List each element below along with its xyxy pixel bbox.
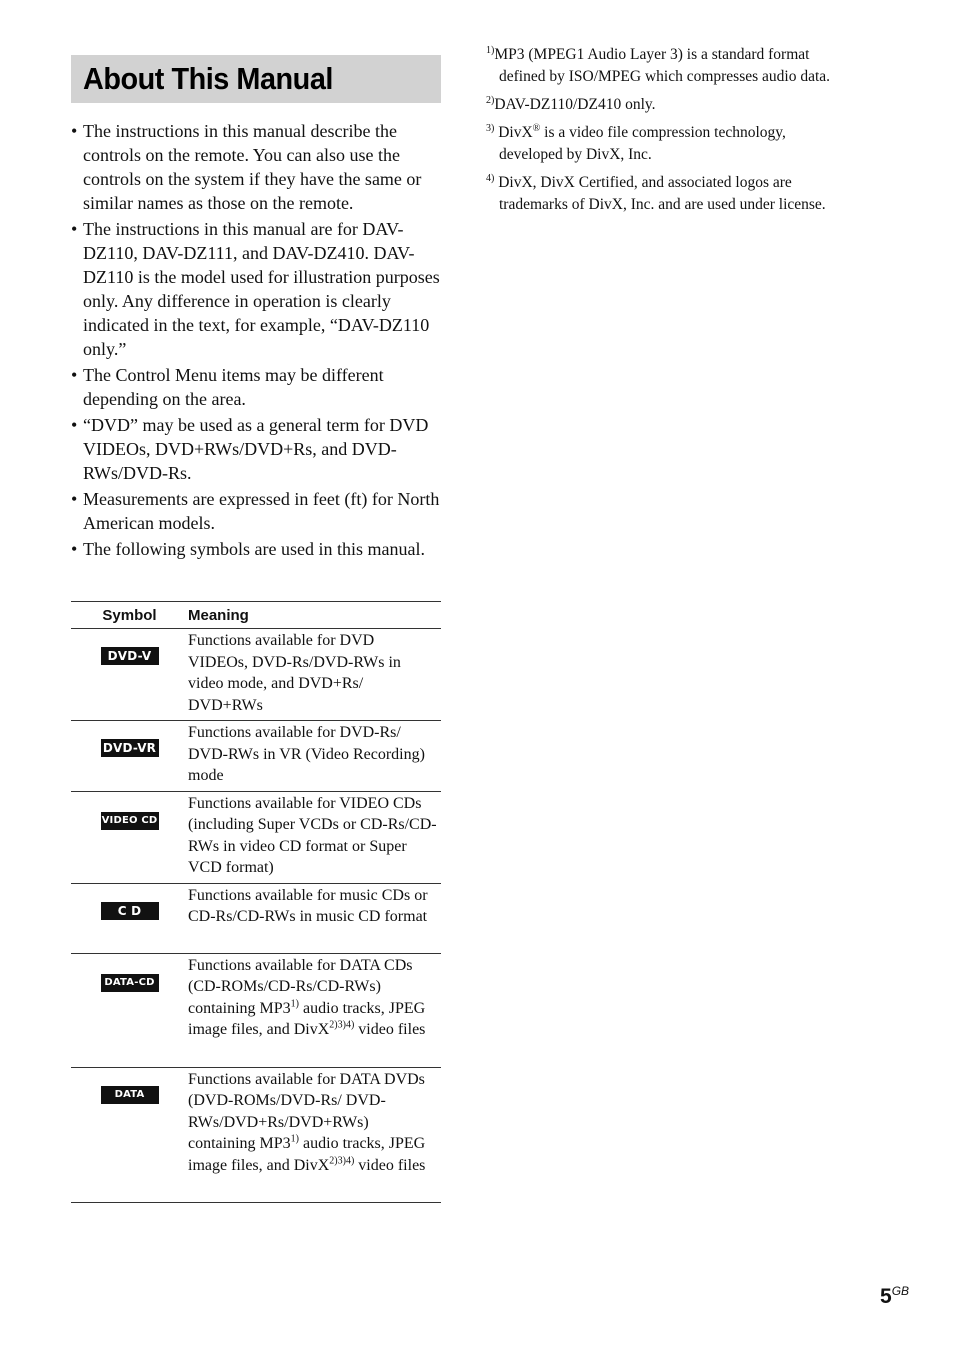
meaning-cell: Functions available for music CDs or CD-Rs/CD-RWs in music CD format	[188, 883, 441, 953]
video-cd-badge-icon: VIDEO CD	[101, 812, 159, 830]
list-item: • The instructions in this manual describe the controls on the remote. You can also use the controls on the system if they have the same or similar names as those on the remote.	[71, 121, 422, 213]
header-meaning: Meaning	[188, 602, 441, 629]
list-item: • The Control Menu items may be different depending on the area.	[71, 365, 384, 409]
list-item: • “DVD” may be used as a general term for DVD VIDEOs, DVD+RWs/DVD+Rs, and DVD-RWs/DVD-Rs.	[71, 415, 429, 483]
meaning-cell: Functions available for DATA CDs (CD-ROMs/CD-Rs/CD-RWs) containing MP3$^{1)}$ audio tracks, JPEG image files, and DivX$^{2)3)4)}$ video files	[188, 953, 441, 1067]
dvd-vr-badge-icon: DVD-VR	[101, 739, 159, 757]
footnote: $^{4)}$ DivX, DivX Certified, and associated logos are trademarks of DivX, Inc. and are used under license.	[486, 172, 826, 213]
footnote: $^{3)}$ DivX® is a video file compression technology, developed by DivX, Inc.	[486, 122, 786, 163]
table-row	[71, 721, 441, 792]
table-row	[71, 629, 441, 721]
page-number: $5^{GB}$	[880, 1284, 910, 1308]
instructions-list	[71, 119, 441, 561]
meaning-cell: Functions available for DATA DVDs (DVD-ROMs/DVD-Rs/ DVD-RWs/DVD+Rs/DVD+RWs) containing MP3$^{1)}$ audio tracks, JPEG image files, and DivX$^{2)3)4)}$ video files	[188, 1067, 441, 1202]
data-dvd-badge-icon: DATA DVD	[101, 1086, 159, 1104]
bullet-icon: •	[71, 365, 78, 385]
meaning-cell: Functions available for DVD VIDEOs, DVD-Rs/DVD-RWs in video mode, and DVD+Rs/ DVD+RWs	[188, 629, 441, 721]
data-cd-badge-icon: DATA-CD	[101, 974, 159, 992]
left-column	[71, 55, 441, 563]
footnote: $^{2)}$DAV-DZ110/DZ410 only.	[486, 94, 656, 113]
symbols-table	[71, 601, 441, 1203]
dvd-v-badge-icon: DVD-V	[101, 647, 159, 665]
table-header-row	[71, 602, 441, 629]
bullet-icon: •	[71, 489, 78, 509]
bullet-icon: •	[71, 121, 78, 141]
table-row	[71, 1067, 441, 1202]
list-item: • Measurements are expressed in feet (ft) for North American models.	[71, 489, 440, 533]
cd-badge-icon: C D	[101, 902, 159, 920]
bullet-icon: •	[71, 219, 78, 239]
table-row	[71, 791, 441, 883]
bullet-icon: •	[71, 539, 78, 559]
page-title: About This Manual	[83, 61, 333, 96]
bullet-icon: •	[71, 415, 78, 435]
title-bar	[71, 55, 441, 103]
list-item: • The instructions in this manual are for DAV-DZ110, DAV-DZ111, and DAV-DZ410. DAV-DZ110 is the model used for illustration purposes only. Any difference in operation is clearly indicated in the text, for example, “DAV-DZ110 only.”	[71, 219, 440, 359]
table-row	[71, 883, 441, 953]
meaning-cell: Functions available for VIDEO CDs (including Super VCDs or CD-Rs/CD-RWs in video CD format or Super VCD format)	[188, 791, 441, 883]
footnotes	[486, 44, 876, 222]
meaning-cell: Functions available for DVD-Rs/ DVD-RWs in VR (Video Recording) mode	[188, 721, 441, 792]
header-symbol: Symbol	[71, 602, 188, 629]
table-row	[71, 953, 441, 1067]
list-item: • The following symbols are used in this manual.	[71, 539, 425, 559]
footnote: $^{1)}$MP3 (MPEG1 Audio Layer 3) is a standard format defined by ISO/MPEG which compresses audio data.	[486, 44, 831, 85]
